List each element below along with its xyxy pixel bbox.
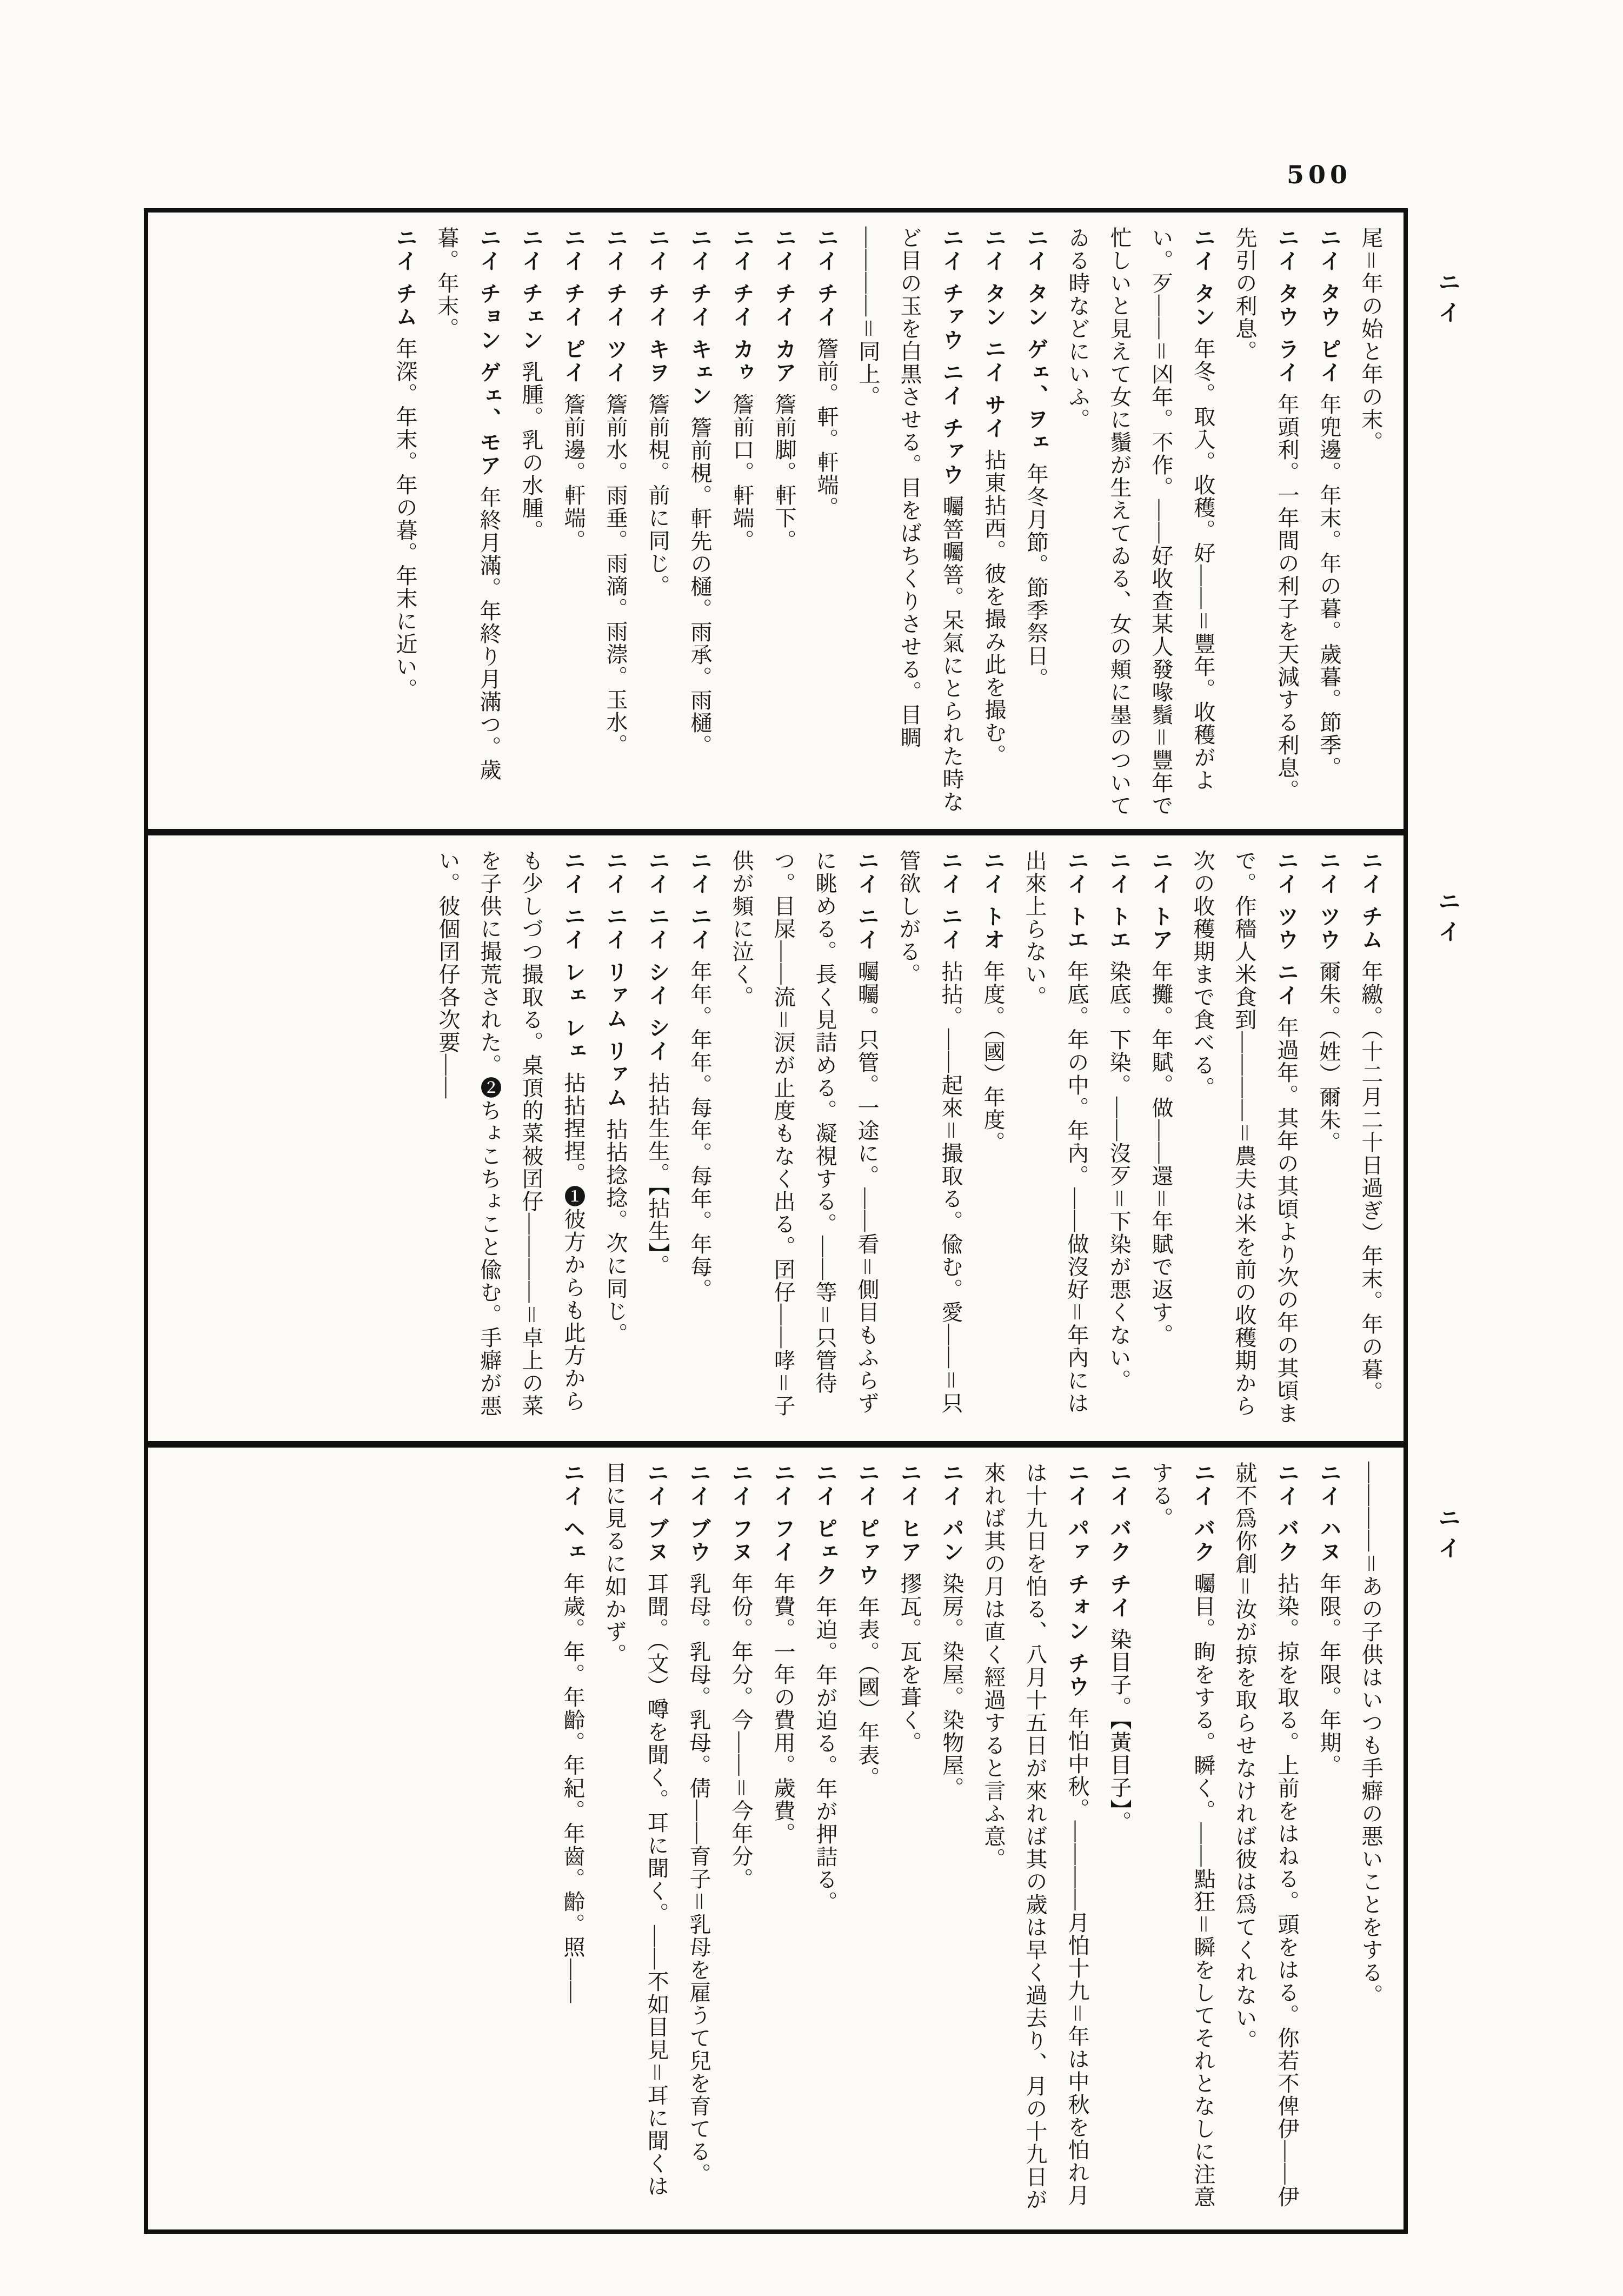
- entry-headword: ニイ チェン: [518, 227, 543, 352]
- entry-definition: 年兜邊。年末。年の暮。歲暮。節季。: [1317, 393, 1341, 779]
- margin-guide-word: ニイ: [1435, 270, 1461, 331]
- band-divider-rule: [148, 829, 1404, 835]
- dictionary-entry: [1098, 1462, 1140, 2219]
- entry-definition: 簷前口。軒端。: [730, 393, 754, 552]
- entry-definition: 年頭利。一年間の利子を天減する利息。先引の利息。: [1233, 227, 1299, 802]
- dictionary-entry: [805, 227, 847, 818]
- entry-definition: 年限。年限。年期。: [1317, 1572, 1341, 1777]
- entry-definition: ————＝あの子供はいつも手癖の悪いことをする。: [1359, 1462, 1383, 2007]
- entry-headword: ニイ ヘェ: [560, 1462, 585, 1564]
- entry-definition: 年底。年の中。年內。——做沒好＝年內には出來上らない。: [1022, 850, 1089, 1415]
- dictionary-entry: [804, 1462, 846, 2219]
- entry-definition: 年歲。年。年齡。年紀。年齒。齡。照——: [561, 1572, 585, 2004]
- entry-headword: ニイ チイ キェン: [687, 227, 712, 408]
- entry-headword: ニイ タン: [1190, 227, 1215, 329]
- margin-guide-word: ニイ: [1435, 890, 1461, 950]
- text-band-top: [148, 213, 1404, 829]
- dictionary-entry: [1308, 1462, 1350, 2219]
- entry-headword: ニイ フヌ: [728, 1462, 753, 1564]
- dictionary-entry: [1057, 227, 1224, 818]
- page-number: 500: [1287, 160, 1352, 189]
- entry-headword: ニイ ニイ: [854, 850, 879, 952]
- entry-definition: 簷前邊。軒端。: [561, 393, 586, 552]
- entry-headword: ニイ タウ ピイ: [1316, 227, 1341, 384]
- dictionary-entry: [1140, 850, 1182, 1430]
- entry-headword: ニイ チム: [1358, 850, 1383, 952]
- entry-headword: ニイ チイ カゥ: [729, 227, 754, 384]
- entry-headword: ニイ チイ カア: [771, 227, 796, 384]
- entry-definition: 年迫。年が迫る。年が押詰る。: [813, 1595, 837, 1914]
- entry-headword: ニイ チイ キヲ: [645, 227, 670, 384]
- entry-definition: 拈拈。——起來＝撮取る。偸む。愛——＝只管欲しがる。: [896, 850, 963, 1415]
- entry-headword: ニイ バク: [1274, 1462, 1299, 1564]
- dictionary-entry: [636, 227, 679, 818]
- dictionary-entry: [1307, 850, 1349, 1430]
- entry-headword: ニイ パァ チォン チウ: [1065, 1462, 1089, 1698]
- entry-headword: ニイ ブヌ: [644, 1462, 669, 1564]
- entry-headword: ニイ ニイ: [687, 850, 712, 952]
- entry-definition: 曯箁曯箁。呆氣にとられた時など目の玉を白黒させる。目をばちくりさせる。目睭————＝同上。: [856, 227, 964, 813]
- dictionary-entry: [552, 227, 594, 818]
- dictionary-entry: [594, 850, 636, 1430]
- entry-definition: 年終月滿。年終り月滿つ。歲暮。年末。: [435, 227, 501, 781]
- dictionary-entry: [677, 1462, 720, 2219]
- dictionary-entry: [1308, 227, 1350, 818]
- entry-definition: 年攤。年賦。做——還＝年賦で返す。: [1149, 960, 1173, 1346]
- entry-definition: 乳腫。乳の水腫。: [519, 360, 543, 542]
- dictionary-entry: [762, 1462, 804, 2219]
- margin-guide-word: ニイ: [1435, 1506, 1461, 1567]
- dictionary-entry: [551, 1462, 594, 2219]
- dictionary-entry: [1224, 227, 1308, 818]
- entry-definition: 拈拈捏捏。❶彼方からも此方からも少しづつ撮取る。桌頂的菜被囝仔————＝卓上の菜を子供に撮荒された。❷ちょこちょこと偸む。手癖が悪い。彼個囝仔各次要——: [436, 850, 586, 1417]
- entry-definition: 尾＝年の始と年の末。: [1359, 227, 1383, 454]
- page-frame: [144, 208, 1408, 2234]
- entry-headword: ニイ ヒア: [897, 1462, 922, 1564]
- text-band-middle: [148, 835, 1404, 1441]
- dictionary-entry: [888, 1462, 930, 2219]
- entry-definition: 年費。一年の費用。歲費。: [771, 1572, 795, 1845]
- entry-headword: ニイ チァウ ニイ チァウ: [939, 227, 964, 487]
- entry-definition: 年冬。取入。收穫。好——＝豐年。收穫がよい。歹——＝凶年。不作。——好收查某人發喙鬚＝豐年で忙しいと見えて女に鬚が生えてゐる、女の頬に墨のついてゐる時などにいふ。: [1066, 227, 1215, 817]
- entry-definition: 摎瓦。瓦を葺く。: [897, 1572, 922, 1754]
- dictionary-entry: [1349, 850, 1392, 1430]
- entry-definition: 年過年。其年の其頃より次の年の其頃まで。作穡人米食到————＝農夫は米を前の收穫期から次の收穫期まで食べる。: [1190, 850, 1299, 1425]
- entry-headword: ニイ ピェク: [813, 1462, 837, 1587]
- entry-definition: 拈染。掠を取る。上前をはねる。頭をはる。你若不俾伊——伊就不爲你創＝汝が掠を取らせなければ彼は爲てくれない。: [1233, 1462, 1299, 2208]
- entry-definition: 年深。年末。年の暮。年末に近い。: [393, 337, 417, 701]
- entry-headword: ニイ バク チイ: [1107, 1462, 1132, 1620]
- entry-definition: 曯目。眴をする。瞬く。——點狂＝瞬をしてそれとなしに注意する。: [1149, 1462, 1215, 2208]
- dictionary-entry: [888, 850, 972, 1430]
- dictionary-entry: [594, 1462, 677, 2219]
- entry-definition: 耳聞。（文）噂を聞く。耳に聞く。——不如目見＝耳に聞くは目に見るに如かず。: [602, 1462, 669, 2198]
- dictionary-entry: [930, 1462, 973, 2219]
- dictionary-entry: [763, 227, 805, 818]
- entry-definition: 染目子。【黃目子】。: [1107, 1628, 1132, 1834]
- entry-headword: ニイ トア: [1148, 850, 1173, 952]
- dictionary-entry: [1014, 850, 1097, 1430]
- entry-definition: 染底。下染。——沒歹＝下染が悪くない。: [1107, 960, 1131, 1392]
- entry-headword: ニイ ツウ: [1316, 850, 1341, 952]
- entry-definition: 年怕中秋。————月怕十九＝年は中秋を怕れ月は十九日を怕る、八月十五日が來れば其の歲は早く過去り、月の十九日が來れば其の月は直く經過すると言ふ意。: [981, 1462, 1089, 2211]
- dictionary-entry: [721, 227, 763, 818]
- entry-headword: ニイ ニイ リァム リァム: [603, 850, 628, 1110]
- entry-definition: 拈拈捻捻。次に同じ。: [603, 1118, 628, 1345]
- entry-headword: ニイ ニイ シイ シイ: [645, 850, 670, 1063]
- entry-headword: ニイ ニイ レェ レェ: [561, 850, 586, 1063]
- dictionary-entry: [846, 1462, 888, 2219]
- entry-definition: 簷前梘。軒先の樋。雨承。雨樋。: [688, 416, 712, 757]
- entry-definition: 簷前脚。軒下。: [772, 393, 796, 552]
- band-divider-rule: [148, 1441, 1404, 1448]
- dictionary-entry: [1350, 1462, 1392, 2219]
- dictionary-entry: [973, 227, 1015, 818]
- text-band-bottom: [148, 1448, 1404, 2229]
- entry-definition: 年表。（國）年表。: [855, 1595, 880, 1789]
- dictionary-entry: [426, 227, 510, 818]
- entry-headword: ニイ チョン ゲェ、モア: [476, 227, 501, 477]
- dictionary-entry: [721, 850, 888, 1430]
- entry-definition: 乳母。乳母。乳母。倩——育子＝乳母を雇うて兒を育てる。: [687, 1572, 711, 2186]
- entry-definition: 拈東拈西。彼を撮み此を撮む。: [982, 448, 1006, 767]
- entry-definition: 年份。年分。今——＝今年分。: [729, 1572, 753, 1890]
- entry-headword: ニイ チイ ツイ: [603, 227, 628, 384]
- entry-headword: ニイ チイ: [814, 227, 839, 329]
- entry-definition: 年度。（國）年度。: [981, 960, 1005, 1154]
- entry-headword: ニイ トエ: [1064, 850, 1089, 952]
- dictionary-entry: [636, 850, 679, 1430]
- entry-headword: ニイ ピァウ: [855, 1462, 880, 1587]
- entry-headword: ニイ フイ: [770, 1462, 795, 1564]
- dictionary-entry: [384, 227, 426, 818]
- dictionary-entry: [973, 1462, 1098, 2219]
- entry-definition: 簷前梘。前に同じ。: [646, 393, 670, 598]
- dictionary-entry: [1015, 227, 1057, 818]
- dictionary-entry: [1224, 1462, 1308, 2219]
- entry-definition: 年繳。（十二月二十日過ぎ）年末。年の暮。: [1359, 960, 1383, 1404]
- entry-headword: ニイ バク: [1190, 1462, 1215, 1564]
- entry-definition: 拈拈生生。【拈生】。: [646, 1071, 670, 1277]
- entry-definition: 年冬月節。節季祭日。: [1024, 462, 1048, 690]
- entry-definition: 簷前。軒。軒端。: [814, 337, 839, 519]
- dictionary-entry: [847, 227, 973, 818]
- dictionary-entry: [1140, 1462, 1224, 2219]
- entry-headword: ニイ ツウ ニイ: [1274, 850, 1299, 1007]
- dictionary-entry: [679, 850, 721, 1430]
- dictionary-entry: [1182, 850, 1307, 1430]
- dictionary-entry: [1097, 850, 1140, 1430]
- entry-headword: ニイ タウ ライ: [1274, 227, 1299, 384]
- entry-definition: 簷前水。雨垂。雨滴。雨漴。玉水。: [603, 393, 628, 757]
- entry-definition: 染房。染屋。染物屋。: [940, 1572, 964, 1800]
- entry-definition: 爾朱。（姓）爾朱。: [1316, 960, 1341, 1154]
- dictionary-entry: [679, 227, 721, 818]
- entry-headword: ニイ ハヌ: [1316, 1462, 1341, 1564]
- entry-headword: ニイ ニイ: [938, 850, 963, 952]
- entry-headword: ニイ タン ニイ サイ: [981, 227, 1006, 440]
- entry-definition: 年年。年年。每年。每年。年每。: [688, 960, 712, 1301]
- entry-definition: 曯曯。只管。一途に。——看＝側目もふらずに眺める。長く見詰める。凝視する。——等＝只管待つ。目屎——流＝涙が止度もなく出る。囝仔——哮＝子供が頻に泣く。: [729, 850, 879, 1417]
- dictionary-entry: [427, 850, 594, 1430]
- entry-headword: ニイ トエ: [1106, 850, 1131, 952]
- dictionary-entry: [1350, 227, 1392, 818]
- dictionary-entry: [594, 227, 636, 818]
- dictionary-entry: [972, 850, 1014, 1430]
- entry-headword: ニイ トオ: [980, 850, 1005, 952]
- entry-headword: ニイ ブウ: [686, 1462, 711, 1564]
- dictionary-entry: [720, 1462, 762, 2219]
- entry-headword: ニイ タン ゲェ、ヲェ: [1023, 227, 1048, 454]
- dictionary-entry: [510, 227, 552, 818]
- entry-headword: ニイ チイ ピイ: [561, 227, 586, 384]
- entry-headword: ニイ パン: [939, 1462, 964, 1564]
- entry-headword: ニイ チム: [393, 227, 417, 329]
